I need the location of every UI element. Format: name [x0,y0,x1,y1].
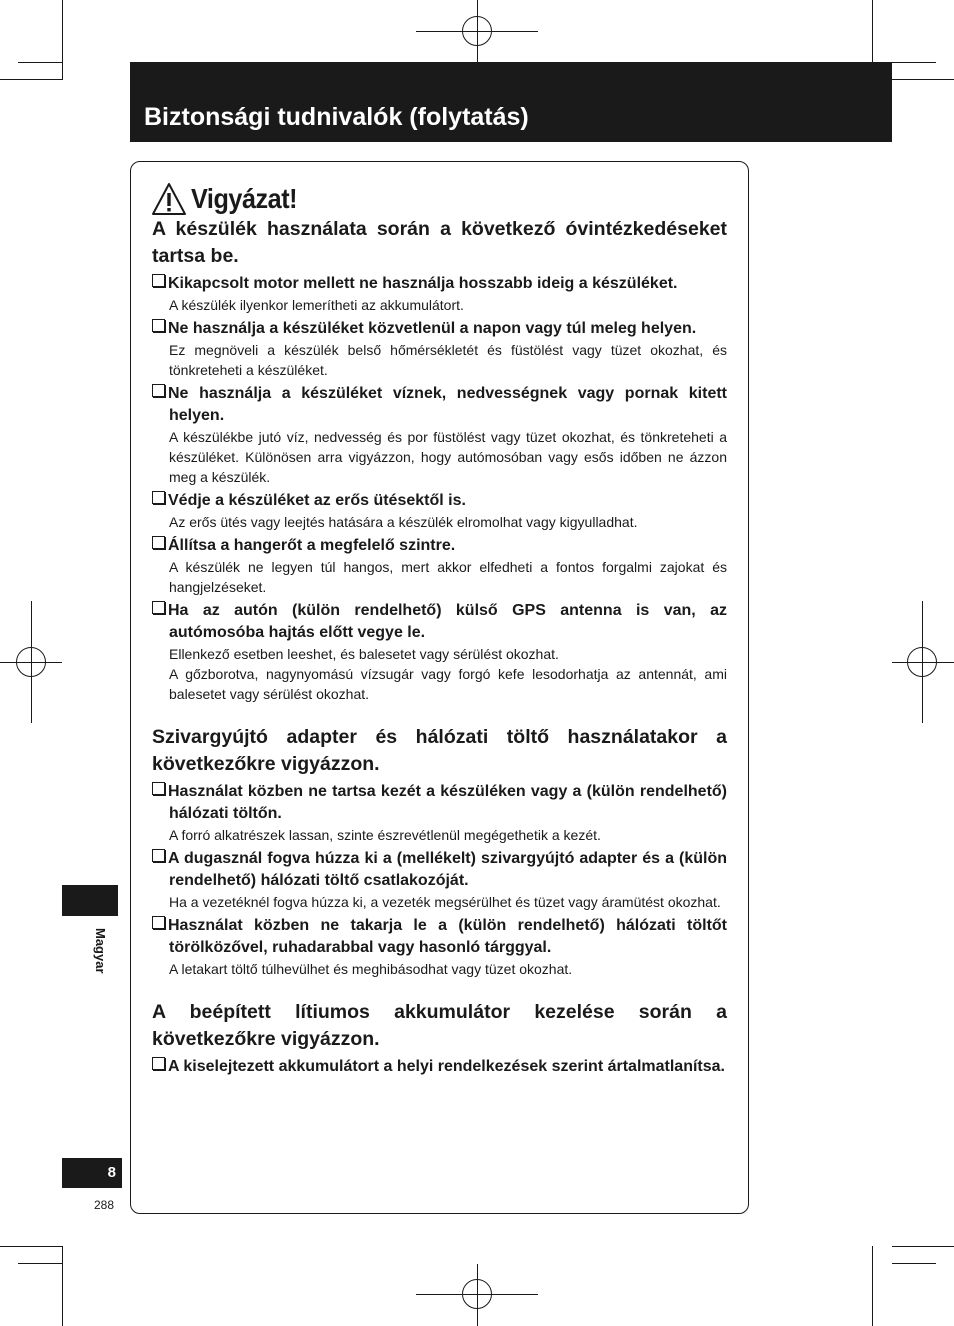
item-body: Ez megnöveli a készülék belső hőmérsékletét és füstölést vagy tüzet okozhat, és tönkreteheti a készüléket. [169,342,727,378]
list-item [152,848,727,912]
checkbox-bullet-icon [152,916,165,929]
crop-mark [18,62,62,63]
checkbox-bullet-icon [152,536,165,549]
crop-mark [18,1263,62,1264]
checkbox-bullet-icon [152,274,165,287]
list-item [152,273,727,315]
crop-mark [892,79,954,80]
item-body: Ha a vezetéknél fogva húzza ki, a vezeték megsérülhet és tüzet vagy áramütést okozhat. [169,894,721,910]
crop-mark [892,1246,954,1247]
list-item [152,318,727,380]
section-charger-usage [152,724,727,979]
checkbox-bullet-icon [152,384,165,397]
header-bar [130,62,892,142]
caution-box [130,161,749,1214]
list-item [152,915,727,979]
item-body: A forró alkatrészek lassan, szinte észrevétlenül megégethetik a kezét. [169,827,601,843]
crop-mark [62,0,63,80]
section-device-usage [152,216,727,704]
crop-mark [0,79,62,80]
section-battery-handling [152,999,727,1078]
item-body: A letakart töltő túlhevülhet és meghibásodhat vagy tüzet okozhat. [169,961,573,977]
list-item [152,781,727,845]
item-title: Ne használja a készüléket közvetlenül a napon vagy túl meleg helyen. [168,320,697,337]
page-number: 8 [62,1158,122,1188]
checkbox-bullet-icon [152,319,165,332]
item-title: Védje a készüléket az erős ütésektől is. [168,492,466,509]
item-body: Az erős ütés vagy leejtés hatására a készülék elromolhat vagy kigyulladhat. [169,514,638,530]
crop-mark [892,62,936,63]
checkbox-bullet-icon [152,1057,165,1070]
crop-mark [0,1246,62,1247]
item-title: Kikapcsolt motor mellett ne használja hosszabb ideig a készüléket. [168,275,678,292]
section-heading: A készülék használata során a következő óvintézkedéseket tartsa be. [152,218,727,267]
item-title: Használat közben ne takarja le a (külön rendelhető) hálózati töltőt törölközővel, ruhadarabbal vagy hasonló tárggyal. [168,917,727,956]
crop-mark [892,1263,936,1264]
page-title: Biztonsági tudnivalók (folytatás) [144,103,529,131]
section-heading: Szivargyújtó adapter és hálózati töltő használatakor a következőkre vigyázzon. [152,726,727,775]
item-body: A készülék ilyenkor lemerítheti az akkumulátort. [169,297,464,313]
list-item [152,535,727,597]
list-item [152,600,727,704]
total-page-number: 288 [94,1198,115,1212]
checkbox-bullet-icon [152,491,165,504]
warning-triangle-icon [151,182,187,216]
list-item [152,383,727,487]
item-body: A készülék ne legyen túl hangos, mert akkor elfedheti a fontos forgalmi zajokat és hangjelzéseket. [169,559,727,595]
crop-mark [872,1246,873,1326]
caution-heading [151,182,309,216]
item-title: A kiselejtezett akkumulátort a helyi rendelkezések szerint ártalmatlanítsa. [168,1058,725,1075]
item-title: Ne használja a készüléket víznek, nedvességnek vagy pornak kitett helyen. [168,385,727,424]
item-title: Használat közben ne tartsa kezét a készüléken vagy a (külön rendelhető) hálózati töltőn. [168,783,727,822]
checkbox-bullet-icon [152,849,165,862]
language-label: Magyar [93,928,108,974]
item-title: A dugasznál fogva húzza ki a (mellékelt) szivargyújtó adapter és a (külön rendelhető) hálózati töltő csatlakozóját. [168,850,727,889]
list-item [152,1056,727,1078]
item-body: A készülékbe jutó víz, nedvesség és por füstölést vagy tüzet okozhat, és tönkreteheti a készüléket. Különösen arra vigyázzon, hogy autómosóban vagy esős időben ne ázzon meg a készülék. [169,429,727,485]
crop-mark [62,1246,63,1326]
item-body: A gőzborotva, nagynyomású vízsugár vagy forgó kefe lesodorhatja az antennát, ami balesetet vagy sérülést okozhat. [169,666,727,702]
language-tab [62,885,118,916]
caution-label: Vigyázat! [191,183,298,214]
section-heading: A beépített lítiumos akkumulátor kezelése során a következőkre vigyázzon. [152,1001,727,1050]
item-title: Ha az autón (külön rendelhető) külső GPS antenna is van, az autómosóba hajtás előtt vegye le. [168,602,727,641]
checkbox-bullet-icon [152,601,165,614]
item-body: Ellenkező esetben leeshet, és balesetet vagy sérülést okozhat. [169,646,559,662]
item-title: Állítsa a hangerőt a megfelelő szintre. [168,537,456,554]
list-item [152,490,727,532]
caution-content [152,216,727,1078]
checkbox-bullet-icon [152,782,165,795]
